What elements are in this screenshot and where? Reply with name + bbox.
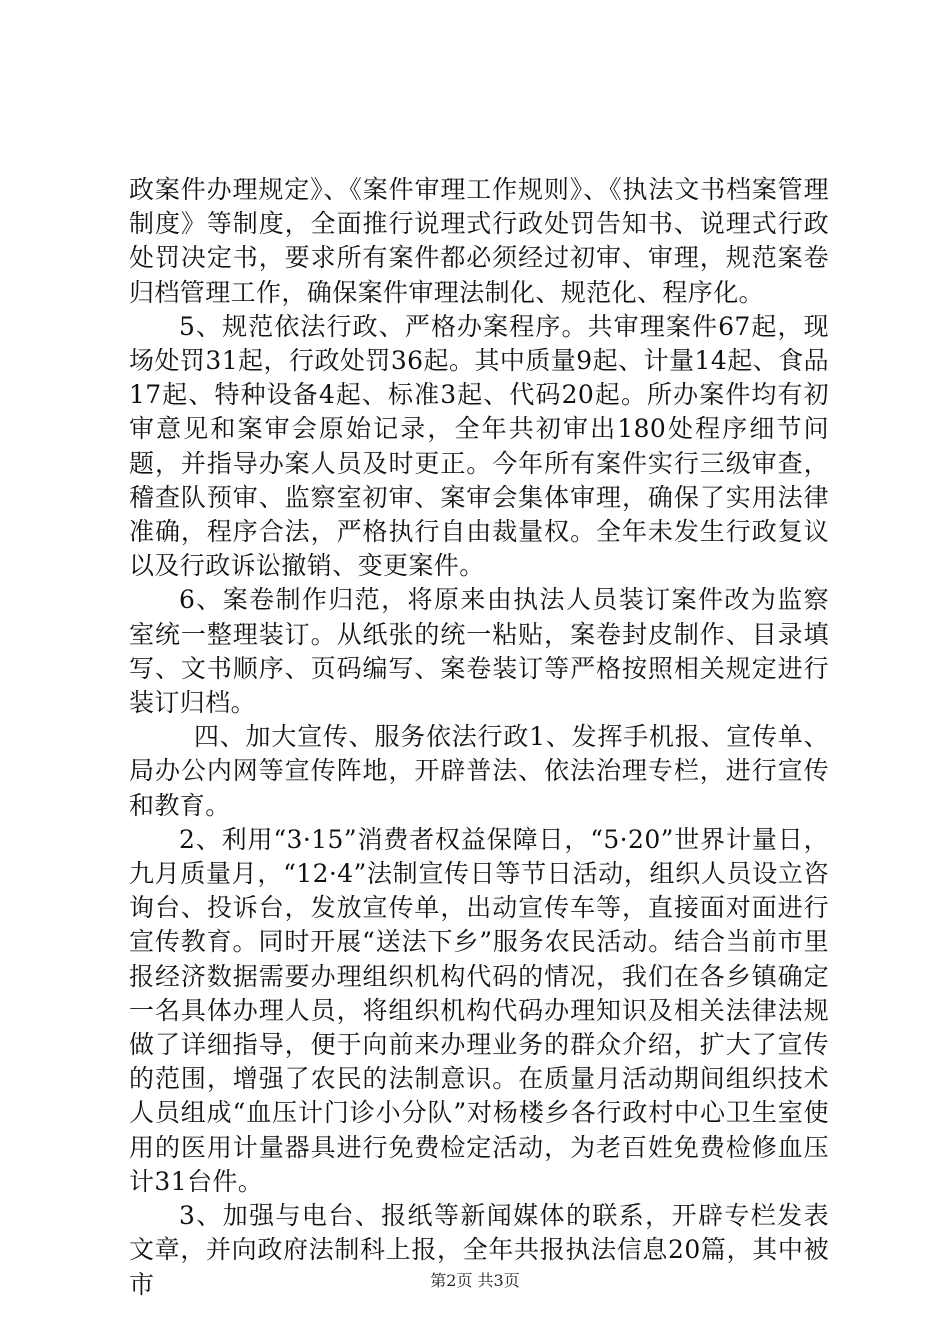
paragraph-continuation: 政案件办理规定》、《案件审理工作规则》、《执法文书档案管理制度》等制度，全面推行说理式行政处罚告知书、说理式行政处罚决定书，要求所有案件都必须经过初审、审理，规范案卷归档管理工作，确保案件审理法制化、规范化、程序化。 <box>129 175 829 307</box>
page-number-footer: 第2页 共3页 <box>430 1271 520 1290</box>
paragraph-item-6: 6、案卷制作归范，将原来由执法人员装订案件改为监察室统一整理装订。从纸张的统一粘贴，案卷封皮制作、目录填写、文书顺序、页码编写、案卷装订等严格按照相关规定进行装订归档。 <box>129 585 829 718</box>
paragraph-item-5: 5、规范依法行政、严格办案程序。共审理案件67起，现场处罚31起，行政处罚36起。其中质量9起、计量14起、食品17起、特种设备4起、标准3起、代码20起。所办案件均有初审意见和案审会原始记录，全年共初审出180处程序细节问题，并指导办案人员及时更正。今年所有案件实行三级审查，稽查队预审、监察室初审、案审会集体审理，确保了实用法律准确，程序合法，严格执行自由裁量权。全年未发生行政复议以及行政诉讼撤销、变更案件。 <box>129 311 829 581</box>
paragraph-item-2: 2、利用“3·15”消费者权益保障日，“5·20”世界计量日，九月质量月，“12·4”法制宣传日等节日活动，组织人员设立咨询台、投诉台，发放宣传单，出动宣传车等，直接面对面进行宣传教育。同时开展“送法下乡”服务农民活动。结合当前市里报经济数据需要办理组织机构代码的情况，我们在各乡镇确定一名具体办理人员，将组织机构代码办理知识及相关法律法规做了详细指导，便于向前来办理业务的群众介绍，扩大了宣传的范围，增强了农民的法制意识。在质量月活动期间组织技术人员组成“血压计门诊小分队”对杨楼乡各行政村中心卫生室使用的医用计量器具进行免费检定活动，为老百姓免费检修血压计31台件。 <box>129 824 829 1196</box>
paragraph-item-3: 3、加强与电台、报纸等新闻媒体的联系，开辟专栏发表文章，并向政府法制科上报，全年共报执法信息20篇，其中被市 <box>129 1201 829 1299</box>
document-body <box>129 173 829 1302</box>
paragraph-section-4: 四、加大宣传、服务依法行政1、发挥手机报、宣传单、局办公内网等宣传阵地，开辟普法、依法治理专栏，进行宣传和教育。 <box>129 722 829 820</box>
